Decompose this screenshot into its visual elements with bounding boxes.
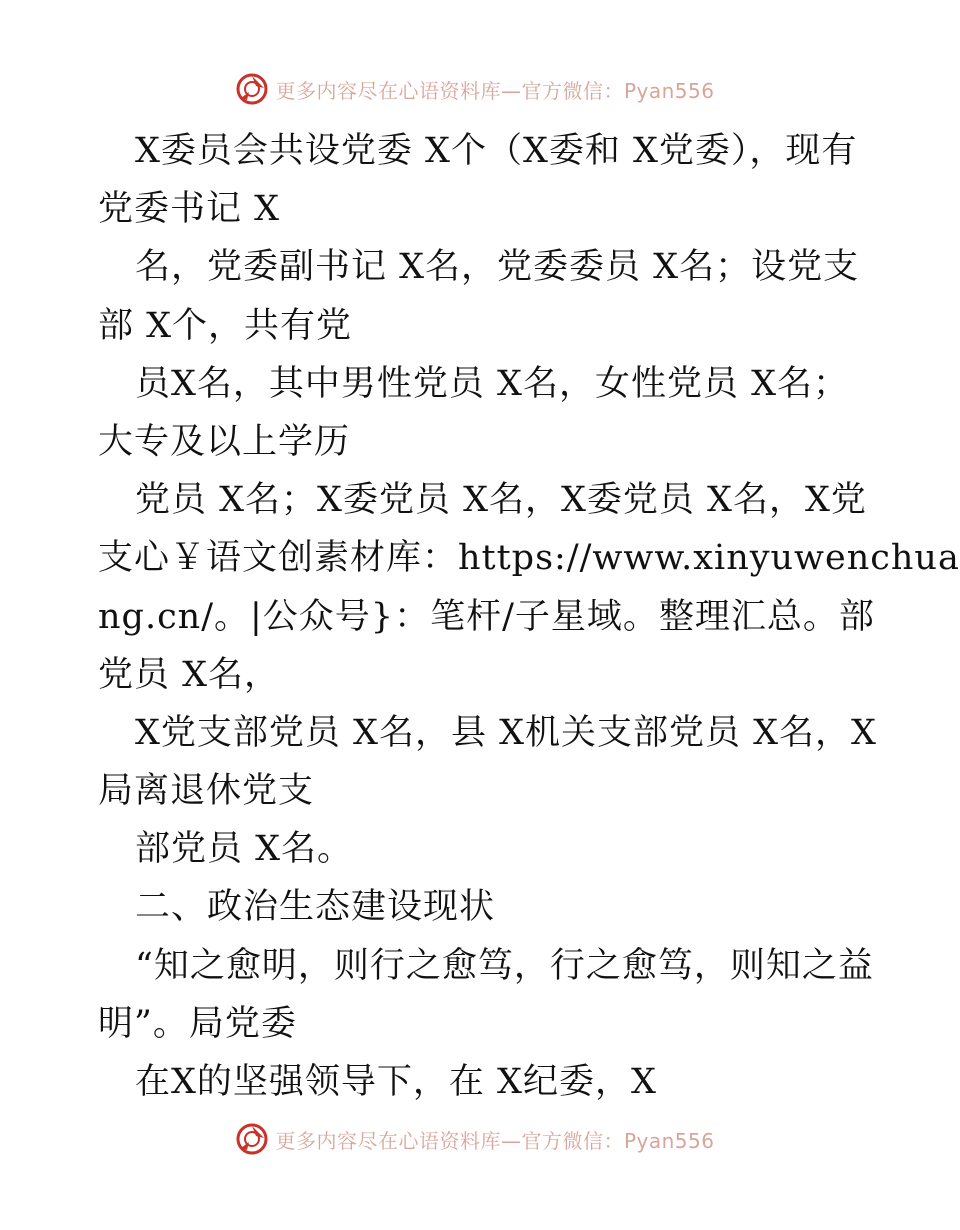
body-line: 名，党委副书记 X名，党委委员 X名；设党支 [135, 247, 860, 288]
body-line: 员X名，其中男性党员 X名，女性党员 X名； [135, 363, 850, 404]
body-line: 部 X个，共有党 [98, 305, 353, 346]
header-watermark [0, 72, 950, 106]
body-line: 大专及以上学历 [98, 421, 351, 462]
body-line: ng.cn/。|公众号}：笔杆/子星域。整理汇总。部 [98, 596, 875, 637]
body-line: 党委书记 X [98, 189, 281, 230]
body-line: 支心￥语文创素材库：https://www.xinyuwenchua [98, 538, 960, 579]
body-line: “知之愈明，则行之愈笃，行之愈笃，则知之益 [135, 945, 874, 986]
brand-logo-icon [235, 72, 269, 106]
watermark-text: 更多内容尽在心语资料库—官方微信：Pyan556 [275, 1128, 715, 1153]
body-line: 局离退休党支 [98, 771, 315, 812]
body-line: 部党员 X名。 [135, 829, 354, 870]
body-line: 在X的坚强领导下，在 X纪委，X [135, 1062, 657, 1102]
body-line: 党员 X名；X委党员 X名，X委党员 X名，X党 [135, 480, 867, 521]
body-line: 明”。局党委 [98, 1003, 297, 1044]
body-line: 党员 X名， [98, 654, 281, 695]
body-line: X委员会共设党委 X个（X委和 X党委），现有 [135, 131, 858, 171]
brand-logo-icon [235, 1122, 269, 1156]
body-line: 二、政治生态建设现状 [135, 887, 496, 928]
watermark-text: 更多内容尽在心语资料库—官方微信：Pyan556 [275, 78, 715, 103]
body-line: X党支部党员 X名，县 X机关支部党员 X名，X [135, 712, 877, 753]
footer-watermark [0, 1122, 950, 1156]
document-body [98, 122, 960, 1111]
